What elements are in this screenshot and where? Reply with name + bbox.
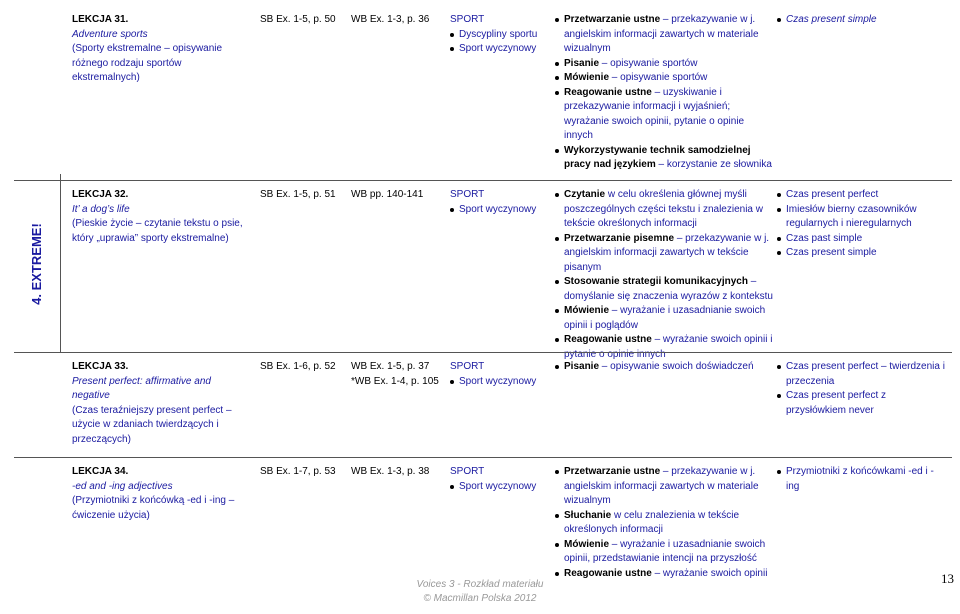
area-cell — [450, 465, 550, 494]
area-item: Sport wyczynowy — [450, 480, 550, 495]
wb-ref: WB Ex. 1-3, p. 36 — [351, 14, 430, 25]
skill-item: Mówienie – wyrażanie i uzasadnianie swoich opinii, przedstawianie intencji na przyszłość — [555, 538, 775, 567]
grammar-cell — [777, 465, 947, 494]
skill-item: Stosowanie strategii komunikacyjnych – domyślanie się znaczenia wyrazów z kontekstu — [555, 275, 775, 304]
skill-item: Pisanie – opisywanie sportów — [555, 57, 775, 72]
area-item: Sport wyczynowy — [450, 42, 550, 57]
lesson-title: LEKCJA 34. — [72, 466, 129, 477]
area-item: Sport wyczynowy — [450, 375, 550, 390]
skill-item: Przetwarzanie ustne – przekazywanie w j. angielskim informacji zawartych w materiale wizualnym — [555, 465, 775, 509]
skills-cell — [555, 13, 775, 173]
skills-cell — [555, 188, 775, 362]
lesson-title: LEKCJA 32. — [72, 189, 129, 200]
footer-copyright: © Macmillan Polska 2012 — [423, 593, 537, 604]
grammar-item: Czas present perfect – twierdzenia i przeczenia — [777, 360, 947, 389]
grammar-item: Imiesłów bierny czasowników regularnych i nieregularnych — [777, 203, 947, 232]
skill-item: Reagowanie ustne – wyrażanie swoich opinii i pytanie o opinie innych — [555, 333, 775, 362]
grammar-cell — [777, 13, 947, 28]
grammar-item: Czas present simple — [777, 13, 947, 28]
lesson-title: LEKCJA 31. — [72, 14, 129, 25]
lesson-topic-en: It’ a dog’s life — [72, 203, 130, 215]
grammar-cell — [777, 188, 947, 261]
skills-cell — [555, 360, 775, 375]
skill-item: Reagowanie ustne – uzyskiwanie i przekazywanie informacji i wyjaśnień; wyrażanie swoich opinii, pytanie o opinie innych — [555, 86, 775, 144]
lesson-topic-en: -ed and -ing adjectives — [72, 480, 173, 492]
skill-item: Czytanie w celu określenia głównej myśli poszczególnych części tekstu i znalezienia w tekście określonych informacji — [555, 188, 775, 232]
lesson-cell — [72, 13, 247, 86]
area-head: SPORT — [450, 189, 485, 200]
skill-item: Mówienie – wyrażanie i uzasadnianie swoich opinii i poglądów — [555, 304, 775, 333]
sb-ref: SB Ex. 1-6, p. 52 — [260, 361, 336, 372]
table-row — [14, 457, 952, 578]
skills-cell — [555, 465, 775, 581]
table-row — [14, 352, 952, 458]
wb-cell — [351, 360, 446, 389]
skill-item: Mówienie – opisywanie sportów — [555, 71, 775, 86]
skill-item: Przetwarzanie ustne – przekazywanie w j. angielskim informacji zawartych w materiale wizualnym — [555, 13, 775, 57]
skill-item: Przetwarzanie pisemne – przekazywanie w j. angielskim informacji zawartych w tekście pisanym — [555, 232, 775, 276]
grammar-item: Czas past simple — [777, 232, 947, 247]
area-head: SPORT — [450, 466, 485, 477]
skill-item: Reagowanie ustne – wyrażanie swoich opinii — [555, 567, 775, 582]
area-cell — [450, 360, 550, 389]
grammar-item: Czas present perfect z przysłówkiem never — [777, 389, 947, 418]
lesson-topic-pl: (Sporty ekstremalne – opisywanie różnego rodzaju sportów ekstremalnych) — [72, 43, 223, 83]
grammar-item: Czas present perfect — [777, 188, 947, 203]
lesson-title: LEKCJA 33. — [72, 361, 129, 372]
table-row — [14, 180, 952, 360]
table-row — [14, 6, 952, 176]
grammar-item: Przymiotniki z końcówkami -ed i -ing — [777, 465, 947, 494]
skill-item: Wykorzystywanie technik samodzielnej pracy nad językiem – korzystanie ze słownika — [555, 144, 775, 173]
lesson-cell — [72, 465, 247, 523]
grammar-cell — [777, 360, 947, 418]
area-cell — [450, 13, 550, 57]
skill-item: Pisanie – opisywanie swoich doświadczeń — [555, 360, 775, 375]
sb-ref: SB Ex. 1-7, p. 53 — [260, 466, 336, 477]
footer-title: Voices 3 - Rozkład materiału — [416, 579, 544, 590]
lesson-cell — [72, 188, 252, 246]
lesson-topic-pl: (Przymiotniki z końcówką -ed i -ing – ćwiczenie użycia) — [72, 495, 235, 521]
sb-ref: SB Ex. 1-5, p. 50 — [260, 14, 336, 25]
area-item: Dyscypliny sportu — [450, 28, 550, 43]
lesson-topic-pl: (Czas teraźniejszy present perfect – użycie w zdaniach twierdzących i przeczących) — [72, 404, 232, 445]
wb-ref-extra: *WB Ex. 1-4, p. 105 — [351, 375, 439, 387]
area-head: SPORT — [450, 14, 485, 25]
grammar-item: Czas present simple — [777, 246, 947, 261]
lesson-topic-pl: (Pieskie życie – czytanie tekstu o psie, który „uprawia” sporty ekstremalne) — [72, 218, 243, 244]
area-item: Sport wyczynowy — [450, 203, 550, 218]
lesson-cell — [72, 360, 237, 447]
lesson-topic-en: Present perfect: affirmative and negative — [72, 375, 211, 401]
wb-ref: WB Ex. 1-5, p. 37 — [351, 361, 430, 372]
footer — [340, 578, 620, 606]
area-head: SPORT — [450, 361, 485, 372]
wb-ref: WB Ex. 1-3, p. 38 — [351, 466, 430, 477]
page-number: 13 — [941, 571, 954, 586]
wb-ref: WB pp. 140-141 — [351, 189, 424, 200]
unit-label: 4. EXTREME! — [28, 222, 44, 305]
skill-item: Słuchanie w celu znalezienia w tekście określonych informacji — [555, 509, 775, 538]
area-cell — [450, 188, 550, 217]
sb-ref: SB Ex. 1-5, p. 51 — [260, 189, 336, 200]
lesson-topic-en: Adventure sports — [72, 28, 148, 40]
